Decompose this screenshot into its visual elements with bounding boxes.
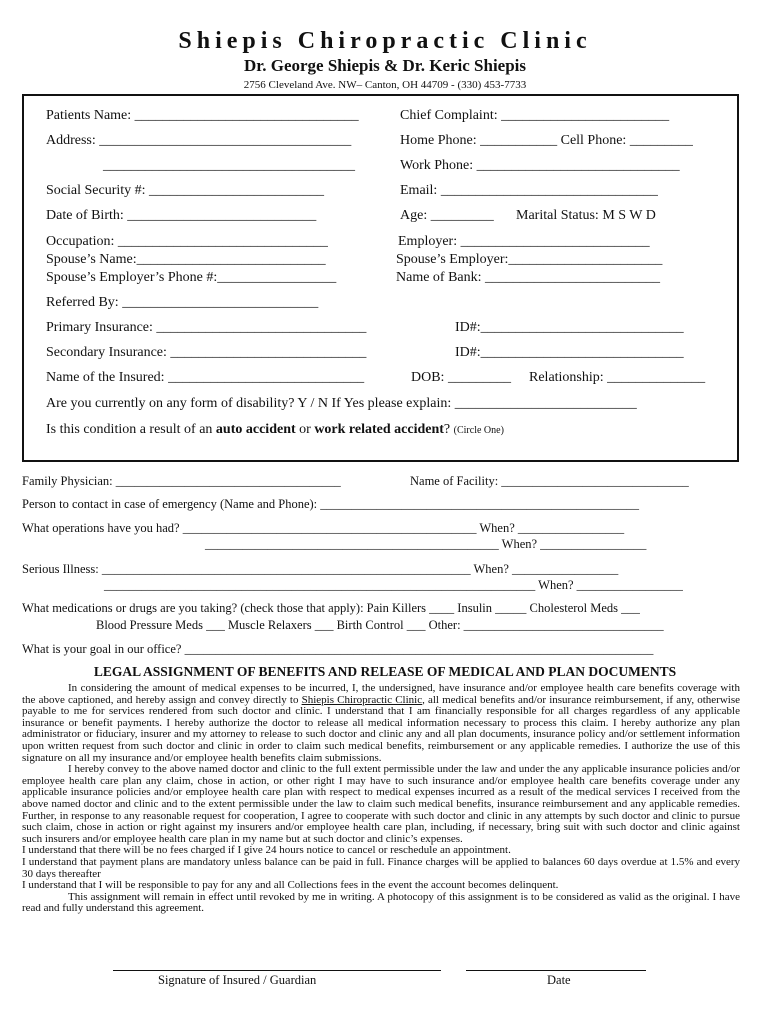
home-cell-phone-field[interactable]: Home Phone: ___________ Cell Phone: _________	[400, 133, 693, 148]
primary-insurance-field[interactable]: Primary Insurance: ______________________________	[46, 320, 367, 335]
legal-assignment-title: LEGAL ASSIGNMENT OF BENEFITS AND RELEASE OF MEDICAL AND PLAN DOCUMENTS	[93, 664, 677, 679]
secondary-insurance-id-field[interactable]: ID#:_____________________________	[455, 345, 684, 360]
work-accident-option[interactable]: work related accident	[314, 422, 444, 437]
relationship-field[interactable]: Relationship: ______________	[529, 370, 706, 385]
facility-name-field[interactable]: Name of Facility: ______________________________	[410, 474, 689, 488]
employer-field[interactable]: Employer: ___________________________	[398, 234, 650, 249]
age-field[interactable]: Age: _________	[400, 208, 494, 223]
condition-question-prefix: Is this condition a result of an	[46, 422, 216, 437]
medications-field[interactable]: What medications or drugs are you taking? (check those that apply): Pain Killers ____ Insulin _____ Cholesterol Meds ___	[22, 601, 640, 615]
legal-paragraph-2: I hereby convey to the above named doctor and clinic to the full extent permissible under the law and under the any applicable insurance policies and/or employee health care plan any claim, chose in action, or other right I may have to such insurance and/or employee health care benefits coverage under any applicable insurance policies and/or employee health care plan with respect to medical expenses incurred as a result of the medical services I received from the above named doctor and clinic and to the extent permissible under the law to claim such medical benefits, insurance reimbursement and any applicable remedies. Further, in response to any reasonable request for cooperation, I agree to cooperate with such doctor and clinic in any attempts by such doctor and clinic to pursue such claim, chose in action or right against my insurers and/or employee health care plan, including, if necessary, bring suit with such doctor and clinic against such insurers and/or employee health care plan in my name but at such doctor and clinic’s expenses.	[22, 763, 740, 845]
patients-name-field[interactable]: Patients Name: ________________________________	[46, 108, 359, 123]
ssn-field[interactable]: Social Security #: _________________________	[46, 183, 325, 198]
signature-label: Signature of Insured / Guardian	[158, 973, 317, 987]
serious-illness-field[interactable]: Serious Illness: ___________________________________________________________ When? _________________	[22, 562, 619, 576]
circle-one-note: (Circle One)	[453, 425, 504, 436]
doctor-names: Dr. George Shiepis & Dr. Keric Shiepis	[243, 56, 527, 75]
spouse-employer-field[interactable]: Spouse’s Employer:______________________	[396, 252, 663, 267]
chief-complaint-field[interactable]: Chief Complaint: ________________________	[400, 108, 670, 123]
primary-insurance-id-field[interactable]: ID#:_____________________________	[455, 320, 684, 335]
condition-question-mark: ?	[443, 422, 451, 437]
bank-name-field[interactable]: Name of Bank: _________________________	[396, 270, 661, 285]
address-line-2-field[interactable]: ____________________________________	[103, 158, 355, 173]
clinic-name: Shiepis Chiropractic Clinic	[178, 28, 592, 54]
date-line[interactable]	[466, 970, 646, 971]
secondary-insurance-field[interactable]: Secondary Insurance: ____________________________	[46, 345, 367, 360]
referred-by-field[interactable]: Referred By: ____________________________	[46, 295, 319, 310]
email-field[interactable]: Email: _______________________________	[400, 183, 658, 198]
operations-line-2-field[interactable]: _______________________________________________ When? _________________	[205, 537, 647, 551]
emergency-contact-field[interactable]: Person to contact in case of emergency (Name and Phone): ___________________________________________________	[22, 497, 640, 511]
insured-name-field[interactable]: Name of the Insured: ____________________________	[46, 370, 365, 385]
work-phone-field[interactable]: Work Phone: _____________________________	[400, 158, 680, 173]
date-label: Date	[547, 973, 571, 987]
office-goal-field[interactable]: What is your goal in our office? ___________________________________________________________________________	[22, 642, 654, 656]
family-physician-field[interactable]: Family Physician: ____________________________________	[22, 474, 341, 488]
address-field[interactable]: Address: ____________________________________	[46, 133, 352, 148]
serious-illness-line-2-field[interactable]: _____________________________________________________________________ When? _________________	[104, 578, 683, 592]
signature-line[interactable]	[113, 970, 441, 971]
condition-or-text: or	[295, 422, 315, 437]
date-of-birth-field[interactable]: Date of Birth: ___________________________	[46, 208, 317, 223]
legal-paragraph-5: I understand that I will be responsible to pay for any and all Collections fees in the event the account becomes delinquent.	[22, 879, 559, 892]
insured-dob-field[interactable]: DOB: _________	[411, 370, 511, 385]
spouse-name-field[interactable]: Spouse’s Name:___________________________	[46, 252, 326, 267]
operations-field[interactable]: What operations have you had? _______________________________________________ When? _________________	[22, 521, 625, 535]
spouse-employer-phone-field[interactable]: Spouse’s Employer’s Phone #:_________________	[46, 270, 337, 285]
legal-paragraph-3: I understand that there will be no fees charged if I give 24 hours notice to cancel or reschedule an appointment.	[22, 844, 511, 857]
legal-p1-intro: In considering the amount of medical expenses to be incurred, I, the undersigned, have insurance and/or employee health care benefits coverage with the above captioned, and hereby assign and convey directly to	[22, 682, 740, 706]
occupation-field[interactable]: Occupation: ______________________________	[46, 234, 328, 249]
legal-paragraph-4: I understand that payment plans are mandatory unless balance can be paid in full. Finance charges will be applied to balances 60 days overdue at 1.5% and every 30 days thereafter	[22, 855, 740, 880]
clinic-name-underlined: Shiepis Chiropractic Clinic	[301, 693, 423, 706]
auto-accident-option[interactable]: auto accident	[215, 422, 296, 437]
disability-field[interactable]: Are you currently on any form of disability? Y / N If Yes please explain: __________________________	[46, 396, 637, 411]
marital-status-field[interactable]: Marital Status: M S W D	[516, 208, 656, 223]
condition-cause-question[interactable]	[46, 422, 504, 438]
clinic-address: 2756 Cleveland Ave. NW– Canton, OH 44709 - (330) 453-7733	[243, 79, 527, 91]
medications-line-2-field[interactable]: Blood Pressure Meds ___ Muscle Relaxers ___ Birth Control ___ Other: ________________________________	[96, 618, 664, 632]
legal-p1-body: , all medical benefits and/or insurance reimbursement, if any, otherwise payable to me for services rendered from such doctor and clinic. I understand that I am financially responsible for all charges regardless of any applicable insurance or benefit payments. I hereby authorize the doctor to release all medical information necessary to process this claim. I hereby authorize any plan administrator or fiduciary, insurer and my attorney to release to such doctor and clinic any and all plan documents, insurance policy and/or settlement information upon written request from such doctor and clinic in order to claim such medical benefits, reimbursement or any applicable remedies. I authorize the use of this signature on all my insurance and/or employee health benefits claim submissions.	[22, 693, 741, 764]
legal-assignment-text	[22, 683, 740, 915]
legal-paragraph-1	[22, 683, 740, 764]
legal-paragraph-6: This assignment will remain in effect until revoked by me in writing. A photocopy of this assignment is to be considered as valid as the original. I have read and fully understand this agreement.	[22, 890, 740, 915]
